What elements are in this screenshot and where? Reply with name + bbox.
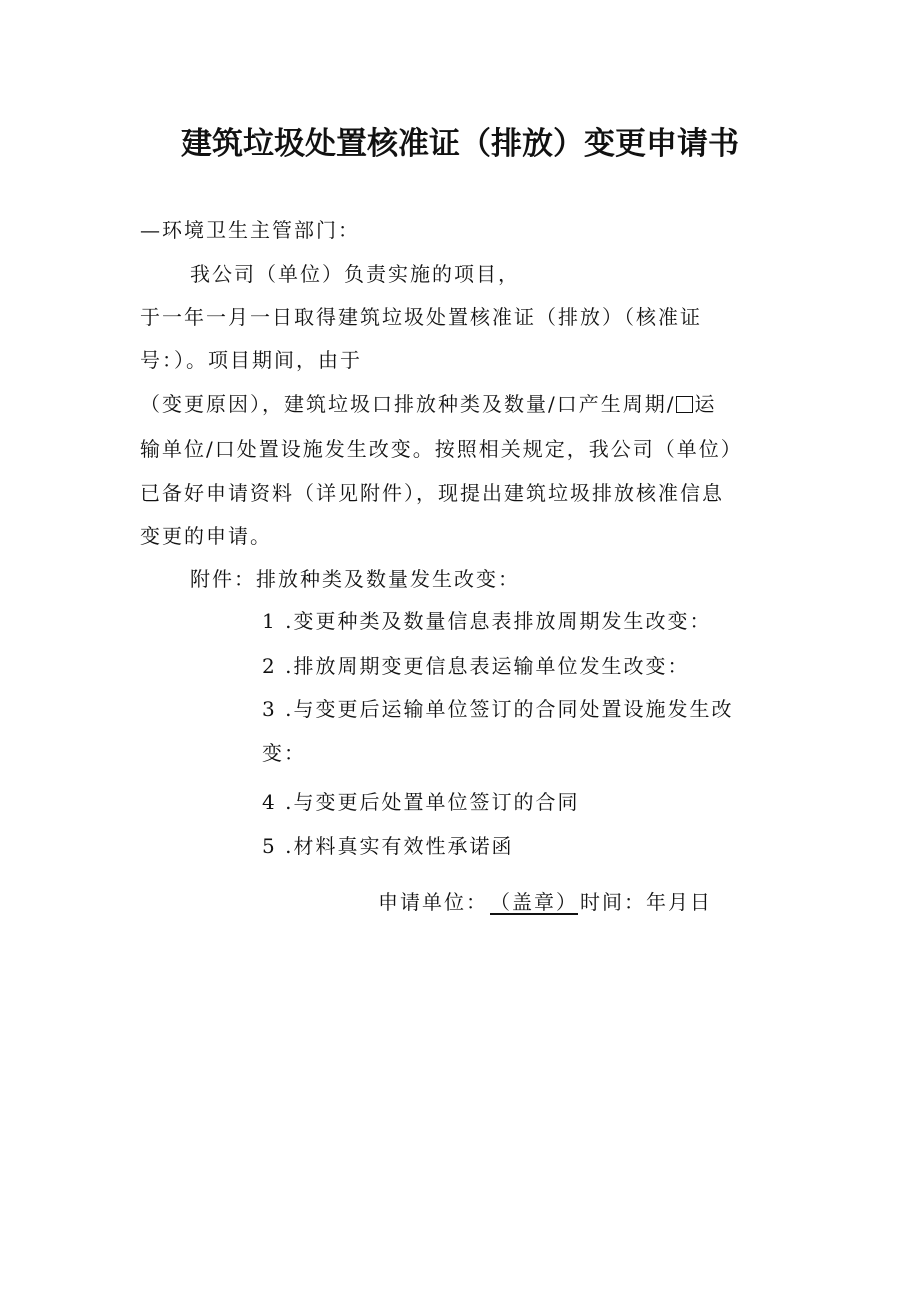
attachment-item-4: 4 .与变更后处置单位签订的合同 [262, 790, 580, 814]
body-line-5: 输单位/口处置设施发生改变。按照相关规定，我公司（单位） [140, 437, 743, 461]
body-line-3: 号：）。项目期间，由于 [140, 348, 362, 372]
body-line-6: 已备好申请资料（详见附件），现提出建筑垃圾排放核准信息 [140, 481, 724, 505]
attachment-item-3-continued: 变： [262, 741, 306, 765]
attachment-item-2: 2 .排放周期变更信息表运输单位发生改变： [262, 654, 690, 678]
signature-label: 申请单位： [378, 890, 488, 914]
body-line-4-text: （变更原因），建筑垃圾口排放种类及数量/口产生周期/ [140, 392, 676, 416]
signature-date: 时间：年月日 [580, 890, 712, 914]
attachment-item-3: 3 .与变更后运输单位签订的合同处置设施发生改 [262, 697, 734, 721]
body-line-4-tail: 运 [694, 392, 717, 416]
body-line-7: 变更的申请。 [140, 524, 272, 548]
signature-line [378, 886, 712, 915]
stamp-placeholder: （盖章） [490, 890, 578, 914]
attachment-item-1: 1 .变更种类及数量信息表排放周期发生改变： [262, 609, 712, 633]
body-line-2: 于一年一月一日取得建筑垃圾处置核准证（排放）（核准证 [140, 305, 702, 329]
document-title: 建筑垃圾处置核准证（排放）变更申请书 [181, 126, 739, 162]
attachment-heading: 附件：排放种类及数量发生改变： [190, 567, 520, 591]
body-line-1: 我公司（单位）负责实施的项目， [190, 262, 520, 286]
attachment-item-5: 5 .材料真实有效性承诺函 [262, 834, 514, 858]
salutation: —环境卫生主管部门： [140, 218, 360, 242]
body-line-4 [140, 388, 716, 417]
checkbox-icon [676, 396, 693, 413]
